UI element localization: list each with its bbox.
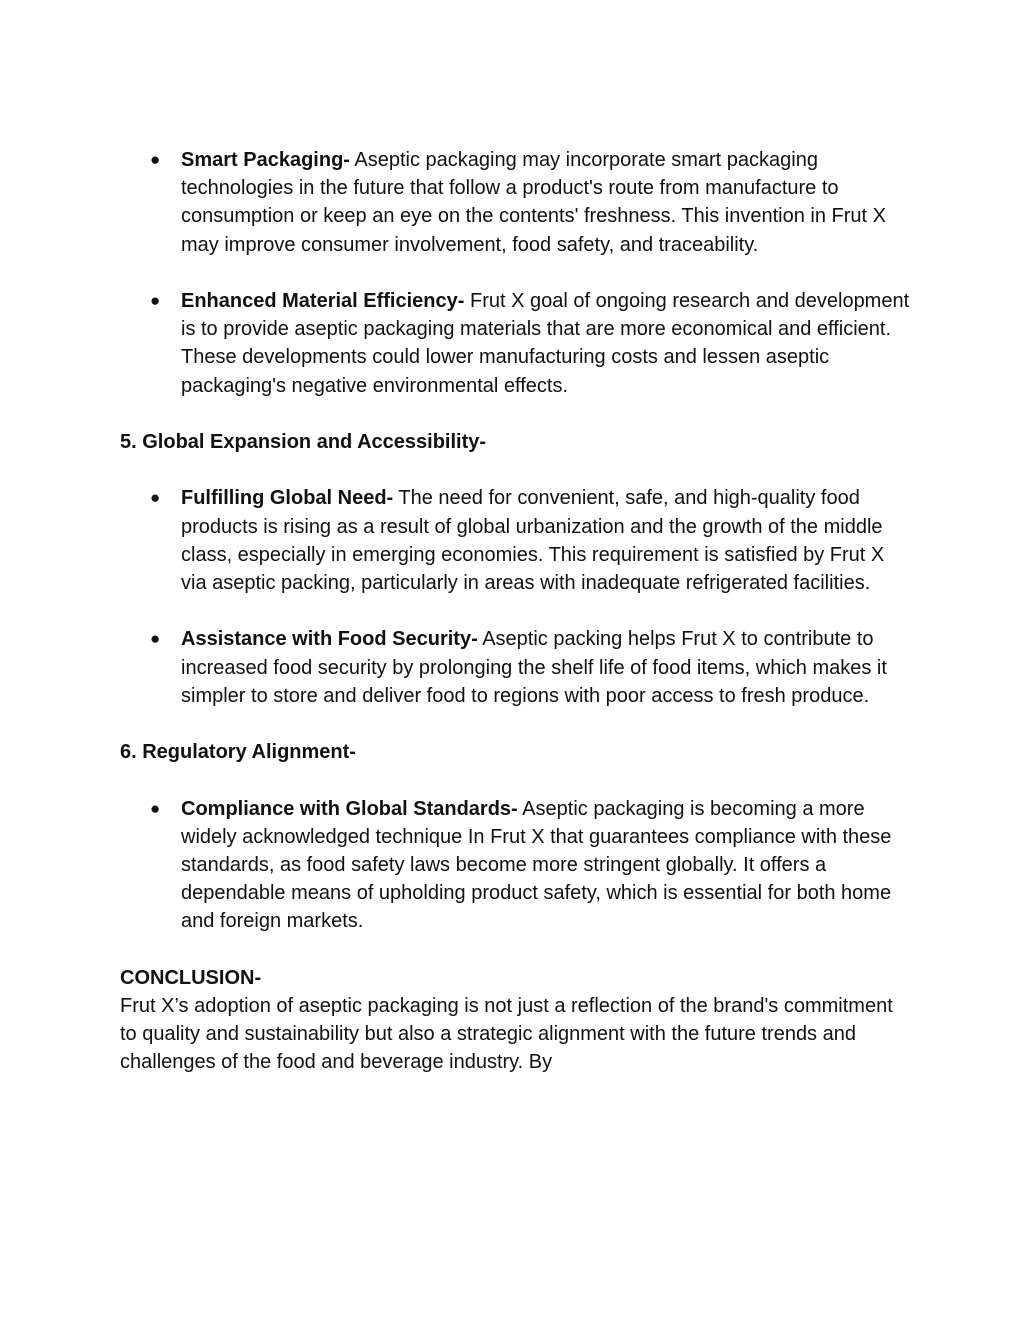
bullet-icon: ● [150, 629, 161, 649]
conclusion-heading: CONCLUSION- [120, 966, 262, 989]
section-5-bullet-list [120, 484, 910, 710]
bullet-term: Fulfilling Global Need- [181, 487, 394, 510]
section-6-bullet-list [120, 795, 910, 936]
bullet-icon: ● [150, 291, 161, 310]
bullet-text: Frut X goal of ongoing research and development is to provide aseptic packaging materials that are more economical and efficient. These developments could lower manufacturing costs and lessen aseptic packaging's negative environmental effects. [181, 290, 910, 397]
bullet-term: Compliance with Global Standards- [181, 797, 518, 820]
bullet-icon: ● [150, 798, 161, 818]
bullet-icon: ● [150, 150, 161, 169]
bullet-text: Aseptic packaging may incorporate smart packaging technologies in the future that follow a product's route from manufacture to consumption or keep an eye on the contents' freshness. This invention in Frut X may improve consumer involvement, food safety, and traceability. [181, 149, 886, 256]
bullet-text: Aseptic packing helps Frut X to contribute to increased food security by prolonging the shelf life of food items, which makes it simpler to store and deliver food to regions with poor access to fresh produce. [181, 628, 887, 707]
document-body [120, 146, 910, 1077]
bullet-text: Aseptic packaging is becoming a more widely acknowledged technique In Frut X that guarantees compliance with these standards, as food safety laws become more stringent globally. It offers a dependable means of upholding product safety, which is essential for both home and foreign markets. [181, 797, 892, 933]
list-item-food-security [120, 625, 910, 710]
list-item-smart-packaging [120, 146, 910, 259]
list-item-global-standards [120, 795, 910, 936]
conclusion-paragraph: Frut X’s adoption of aseptic packaging is not just a reflection of the brand's commitment to quality and sustainability but also a strategic alignment with the future trends and challenges of the food and beverage industry. By [120, 994, 893, 1074]
bullet-term: Assistance with Food Security- [181, 628, 478, 651]
bullet-term: Enhanced Material Efficiency- [181, 290, 465, 312]
section-5-heading: 5. Global Expansion and Accessibility- [120, 431, 487, 453]
list-item-enhanced-material-efficiency [120, 287, 910, 400]
bullet-term: Smart Packaging- [181, 149, 350, 171]
bullet-text: The need for convenient, safe, and high-quality food products is rising as a result of global urbanization and the growth of the middle class, especially in emerging economies. This requirement is satisfied by Frut X via aseptic packing, particularly in areas with inadequate refrigerated facilities. [181, 487, 885, 594]
section-6-heading: 6. Regulatory Alignment- [120, 741, 356, 764]
section-4-bullet-list [120, 146, 910, 400]
list-item-fulfilling-global-need [120, 484, 910, 597]
bullet-icon: ● [150, 488, 161, 508]
